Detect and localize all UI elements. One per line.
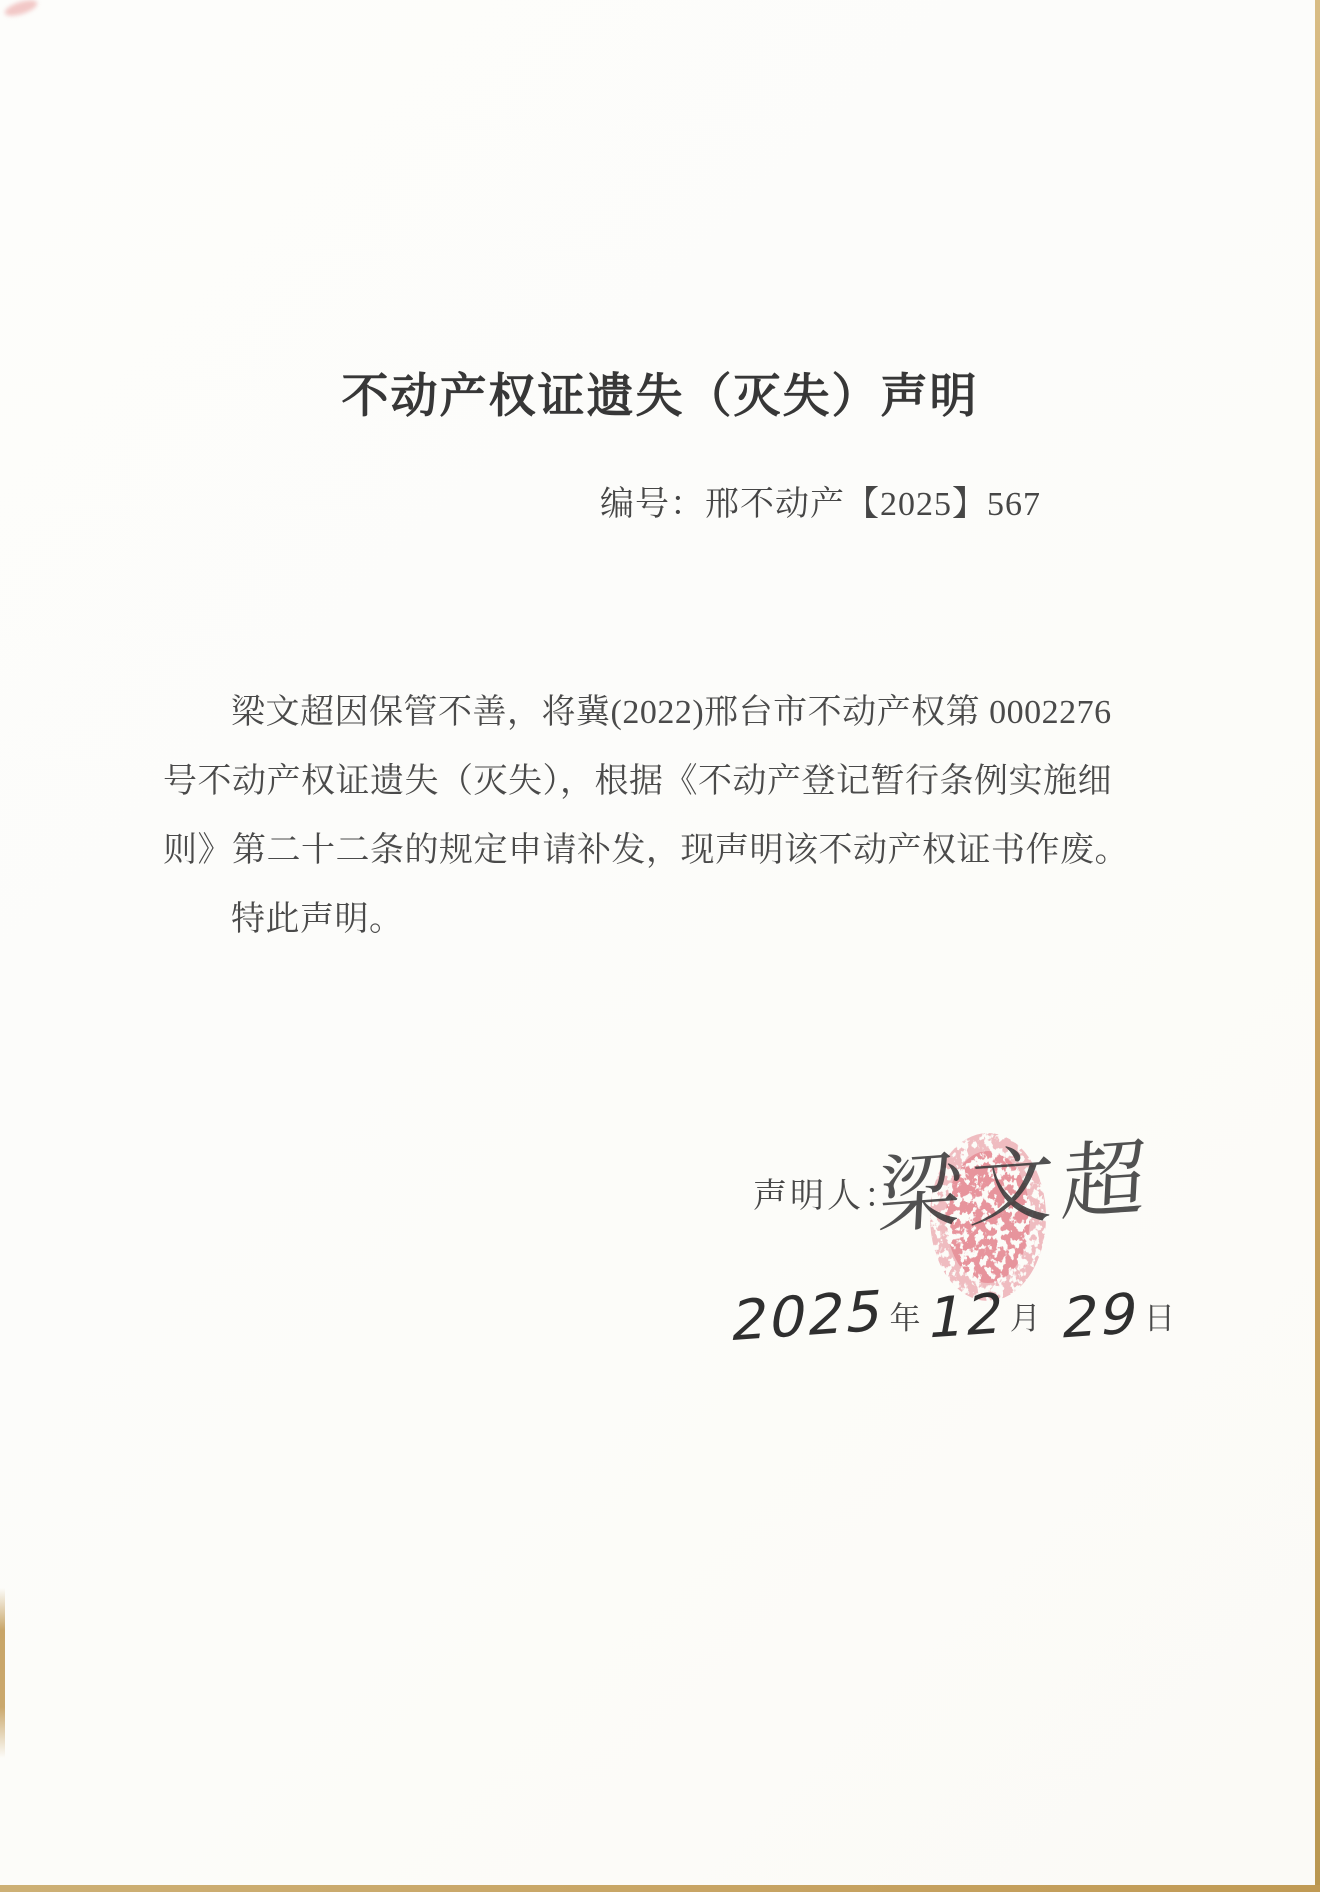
declaration-body-line: 则》第二十二条的规定申请补发，现声明该不动产权证书作废。 xyxy=(163,832,1129,869)
page-title: 不动产权证遗失（灭失）声明 xyxy=(341,371,979,424)
scan-corner-ink-smudge xyxy=(3,0,39,19)
handwritten-day: 29 xyxy=(1056,1281,1145,1352)
day-suffix: 日 xyxy=(1144,1301,1176,1336)
paper-edge-bottom xyxy=(0,1885,1320,1892)
declarant-label: 声明人： xyxy=(753,1178,901,1215)
declaration-body-line: 特此声明。 xyxy=(231,901,404,938)
document-number: 编号：邢不动产【2025】567 xyxy=(600,486,1041,523)
handwritten-date xyxy=(726,1278,1183,1355)
year-suffix: 年 xyxy=(889,1301,921,1336)
declaration-body-line: 梁文超因保管不善，将冀(2022)邢台市不动产权第 0002276 xyxy=(231,694,1112,731)
paper-edge-left xyxy=(0,1588,5,1758)
declaration-body xyxy=(163,678,1129,954)
paper-edge-right xyxy=(1315,0,1320,1892)
handwritten-month: 12 xyxy=(922,1281,1011,1352)
handwritten-signature: 梁文超 xyxy=(875,1127,1156,1246)
month-suffix: 月 xyxy=(1009,1301,1041,1336)
declaration-body-line: 号不动产权证遗失（灭失），根据《不动产登记暂行条例实施细 xyxy=(163,763,1112,800)
handwritten-year: 2025 xyxy=(726,1278,891,1355)
